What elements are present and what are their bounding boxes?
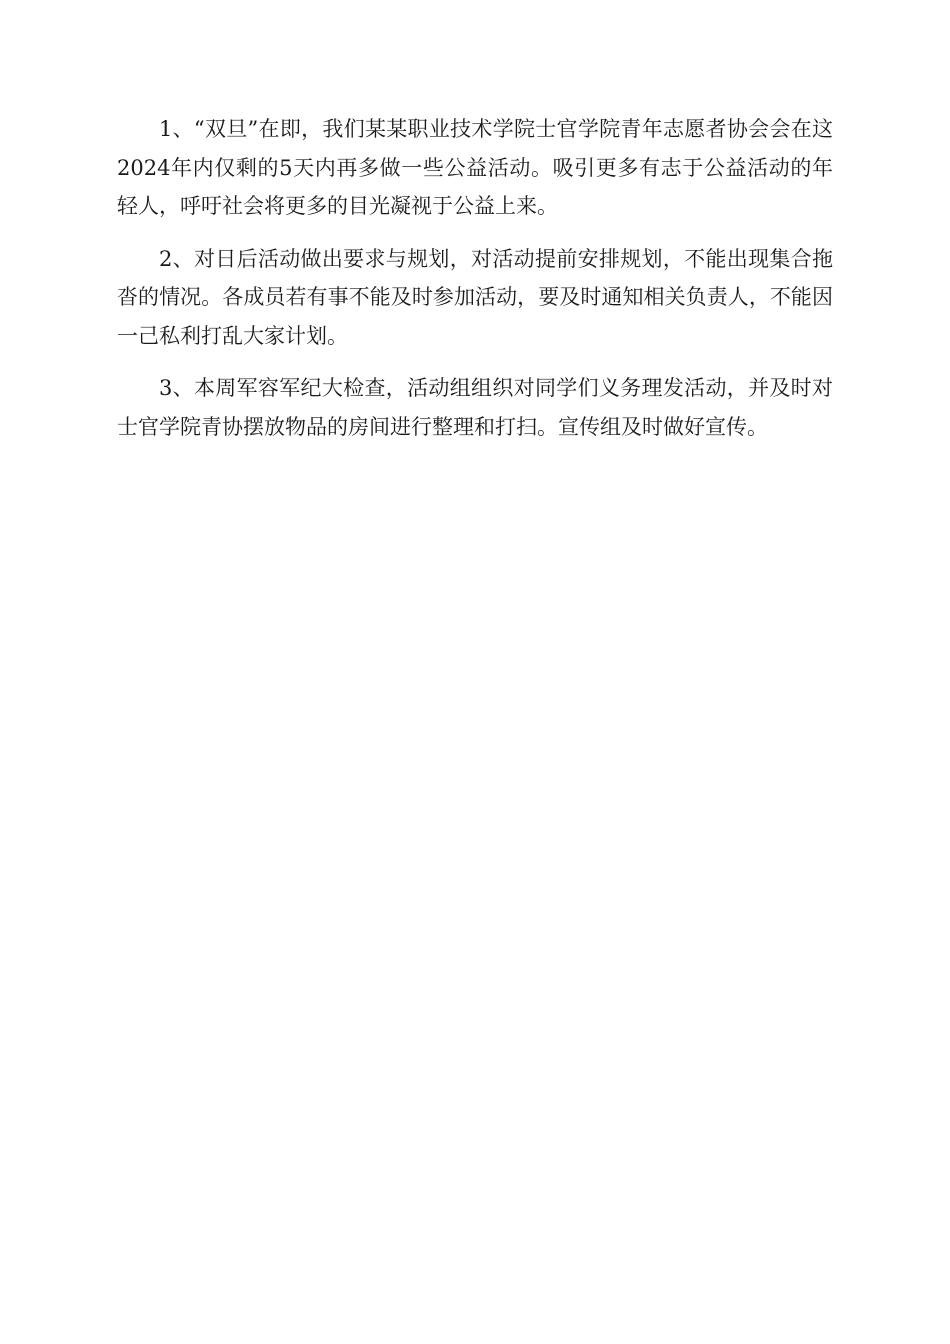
paragraph-1: 1、“双旦”在即，我们某某职业技术学院士官学院青年志愿者协会会在这2024年内仅剩的5天内再多做一些公益活动。吸引更多有志于公益活动的年轻人，呼吁社会将更多的目光凝视于公益上来。 (117, 117, 833, 218)
document-body (117, 110, 833, 460)
paragraph-2: 2、对日后活动做出要求与规划，对活动提前安排规划，不能出现集合拖沓的情况。各成员若有事不能及时参加活动，要及时通知相关负责人，不能因一己私利打乱大家计划。 (117, 246, 833, 348)
paragraph-3: 3、本周军容军纪大检查，活动组组织对同学们义务理发活动，并及时对士官学院青协摆放物品的房间进行整理和打扫。宣传组及时做好宣传。 (117, 376, 833, 439)
